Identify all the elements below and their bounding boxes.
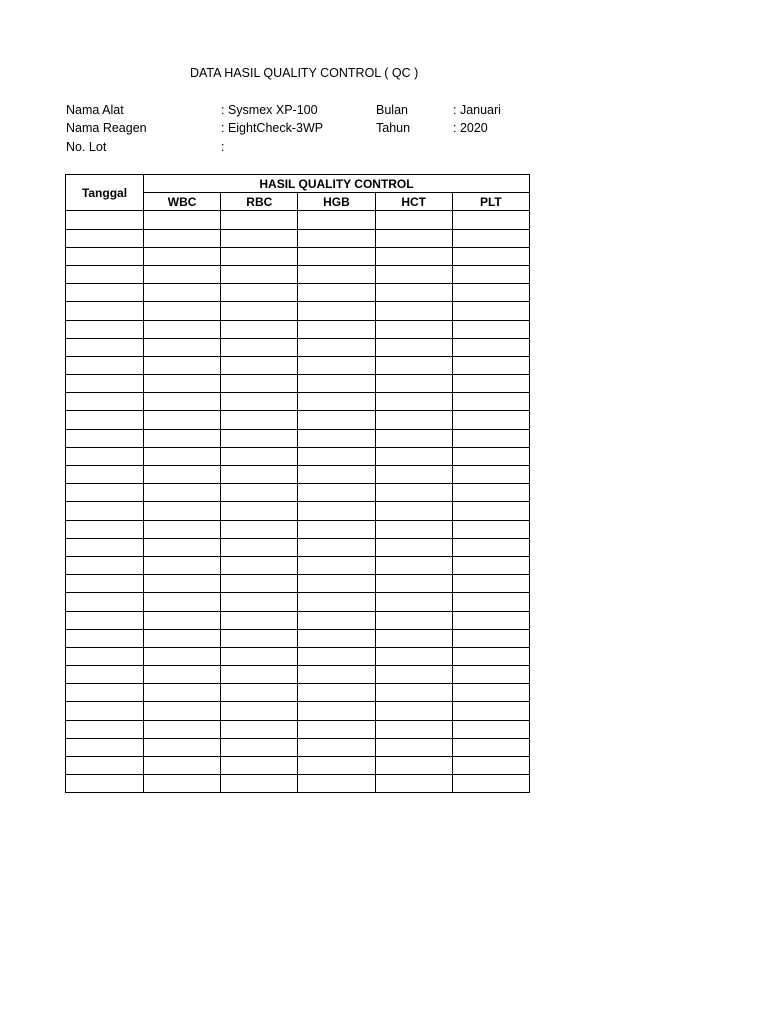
qc-value-cell [452, 375, 529, 393]
tanggal-cell [66, 775, 144, 793]
table-row [66, 338, 530, 356]
qc-value-cell [375, 393, 452, 411]
table-row [66, 684, 530, 702]
qc-value-cell [144, 720, 221, 738]
qc-value-cell [452, 775, 529, 793]
table-body [66, 211, 530, 793]
tanggal-cell [66, 466, 144, 484]
table-row [66, 393, 530, 411]
qc-value-cell [144, 447, 221, 465]
qc-value-cell [144, 247, 221, 265]
table-row [66, 411, 530, 429]
col-header-hgb: HGB [298, 193, 375, 211]
qc-value-cell [221, 738, 298, 756]
qc-value-cell [375, 338, 452, 356]
qc-value-cell [144, 211, 221, 229]
qc-value-cell [375, 684, 452, 702]
table-row [66, 556, 530, 574]
qc-value-cell [452, 302, 529, 320]
table-row [66, 629, 530, 647]
tanggal-cell [66, 338, 144, 356]
qc-value-cell [221, 575, 298, 593]
qc-value-cell [298, 229, 375, 247]
table-row [66, 757, 530, 775]
table-row [66, 538, 530, 556]
qc-value-cell [221, 429, 298, 447]
tanggal-cell [66, 284, 144, 302]
col-header-hct: HCT [375, 193, 452, 211]
qc-value-cell [452, 611, 529, 629]
qc-value-cell [144, 429, 221, 447]
qc-value-cell [452, 356, 529, 374]
qc-value-cell [375, 593, 452, 611]
qc-value-cell [298, 356, 375, 374]
qc-value-cell [452, 484, 529, 502]
qc-value-cell [144, 356, 221, 374]
qc-value-cell [375, 556, 452, 574]
qc-value-cell [375, 356, 452, 374]
tanggal-cell [66, 229, 144, 247]
qc-value-cell [144, 284, 221, 302]
qc-value-cell [221, 720, 298, 738]
table-row [66, 520, 530, 538]
qc-value-cell [221, 520, 298, 538]
table-row [66, 647, 530, 665]
qc-value-cell [375, 702, 452, 720]
qc-value-cell [452, 757, 529, 775]
qc-value-cell [144, 556, 221, 574]
qc-value-cell [298, 593, 375, 611]
qc-value-cell [221, 247, 298, 265]
tanggal-cell [66, 302, 144, 320]
qc-value-cell [298, 411, 375, 429]
qc-value-cell [144, 611, 221, 629]
qc-value-cell [452, 211, 529, 229]
tanggal-cell [66, 684, 144, 702]
table-row [66, 702, 530, 720]
tahun-value: : 2020 [453, 121, 488, 135]
qc-value-cell [144, 520, 221, 538]
tanggal-cell [66, 666, 144, 684]
qc-value-cell [221, 538, 298, 556]
table-row [66, 320, 530, 338]
col-header-rbc: RBC [221, 193, 298, 211]
qc-value-cell [298, 466, 375, 484]
qc-value-cell [144, 484, 221, 502]
table-header-row [66, 175, 530, 193]
table-row [66, 611, 530, 629]
qc-value-cell [375, 720, 452, 738]
qc-value-cell [375, 738, 452, 756]
bulan-value: : Januari [453, 103, 501, 117]
qc-value-cell [452, 320, 529, 338]
qc-value-cell [298, 393, 375, 411]
qc-value-cell [375, 466, 452, 484]
qc-value-cell [144, 320, 221, 338]
qc-value-cell [298, 647, 375, 665]
qc-value-cell [452, 629, 529, 647]
qc-value-cell [452, 575, 529, 593]
qc-value-cell [298, 338, 375, 356]
qc-value-cell [298, 502, 375, 520]
qc-value-cell [298, 702, 375, 720]
qc-value-cell [298, 611, 375, 629]
qc-value-cell [144, 502, 221, 520]
tanggal-cell [66, 393, 144, 411]
qc-value-cell [298, 556, 375, 574]
qc-value-cell [144, 411, 221, 429]
qc-value-cell [375, 302, 452, 320]
qc-value-cell [144, 647, 221, 665]
qc-value-cell [298, 575, 375, 593]
table-row [66, 302, 530, 320]
tahun-label: Tahun [376, 121, 411, 135]
nama-alat-label: Nama Alat [66, 103, 124, 117]
qc-value-cell [452, 411, 529, 429]
qc-value-cell [221, 265, 298, 283]
qc-value-cell [221, 393, 298, 411]
qc-value-cell [375, 775, 452, 793]
qc-value-cell [452, 666, 529, 684]
tanggal-cell [66, 375, 144, 393]
qc-value-cell [452, 720, 529, 738]
table-row [66, 247, 530, 265]
bulan-label: Bulan [376, 103, 408, 117]
qc-value-cell [452, 265, 529, 283]
qc-value-cell [144, 666, 221, 684]
tanggal-cell [66, 520, 144, 538]
qc-value-cell [375, 484, 452, 502]
qc-value-cell [221, 647, 298, 665]
qc-value-cell [221, 302, 298, 320]
qc-value-cell [375, 411, 452, 429]
qc-value-cell [221, 320, 298, 338]
qc-value-cell [452, 684, 529, 702]
qc-value-cell [221, 338, 298, 356]
table-row [66, 447, 530, 465]
no-lot-value: : [221, 140, 225, 154]
qc-value-cell [221, 447, 298, 465]
tanggal-cell [66, 593, 144, 611]
tanggal-cell [66, 575, 144, 593]
tanggal-cell [66, 447, 144, 465]
qc-value-cell [298, 484, 375, 502]
table-row [66, 429, 530, 447]
no-lot-label: No. Lot [66, 140, 107, 154]
qc-value-cell [221, 702, 298, 720]
qc-value-cell [452, 738, 529, 756]
qc-value-cell [375, 375, 452, 393]
qc-value-cell [452, 447, 529, 465]
qc-value-cell [298, 302, 375, 320]
qc-value-cell [144, 466, 221, 484]
qc-value-cell [144, 229, 221, 247]
tanggal-cell [66, 556, 144, 574]
qc-value-cell [298, 375, 375, 393]
qc-value-cell [452, 520, 529, 538]
qc-value-cell [452, 702, 529, 720]
col-header-plt: PLT [452, 193, 529, 211]
tanggal-cell [66, 356, 144, 374]
qc-value-cell [375, 265, 452, 283]
table-row [66, 738, 530, 756]
qc-value-cell [298, 447, 375, 465]
qc-value-cell [144, 375, 221, 393]
qc-value-cell [375, 429, 452, 447]
qc-value-cell [375, 757, 452, 775]
qc-value-cell [298, 666, 375, 684]
qc-value-cell [144, 302, 221, 320]
qc-value-cell [298, 775, 375, 793]
tanggal-cell [66, 411, 144, 429]
qc-value-cell [375, 575, 452, 593]
tanggal-cell [66, 247, 144, 265]
qc-value-cell [221, 666, 298, 684]
table-row [66, 466, 530, 484]
qc-value-cell [375, 211, 452, 229]
table-row [66, 775, 530, 793]
qc-table [65, 174, 530, 793]
qc-value-cell [144, 757, 221, 775]
qc-value-cell [452, 229, 529, 247]
tanggal-cell [66, 629, 144, 647]
qc-value-cell [375, 247, 452, 265]
qc-value-cell [298, 684, 375, 702]
qc-value-cell [452, 429, 529, 447]
qc-value-cell [375, 502, 452, 520]
qc-value-cell [298, 211, 375, 229]
qc-value-cell [221, 629, 298, 647]
qc-value-cell [221, 484, 298, 502]
qc-value-cell [375, 666, 452, 684]
qc-value-cell [452, 538, 529, 556]
qc-value-cell [144, 575, 221, 593]
tanggal-cell [66, 738, 144, 756]
tanggal-cell [66, 502, 144, 520]
tanggal-cell [66, 429, 144, 447]
qc-value-cell [452, 502, 529, 520]
qc-value-cell [298, 738, 375, 756]
qc-value-cell [144, 684, 221, 702]
col-header-wbc: WBC [144, 193, 221, 211]
col-header-tanggal: Tanggal [66, 175, 144, 211]
qc-value-cell [221, 502, 298, 520]
qc-value-cell [298, 720, 375, 738]
qc-value-cell [298, 757, 375, 775]
qc-value-cell [298, 538, 375, 556]
qc-value-cell [221, 411, 298, 429]
table-row [66, 229, 530, 247]
qc-value-cell [452, 338, 529, 356]
tanggal-cell [66, 647, 144, 665]
qc-value-cell [144, 265, 221, 283]
qc-value-cell [221, 684, 298, 702]
qc-value-cell [375, 229, 452, 247]
tanggal-cell [66, 757, 144, 775]
qc-value-cell [452, 284, 529, 302]
group-header-hasil-qc: HASIL QUALITY CONTROL [144, 175, 530, 193]
qc-value-cell [221, 211, 298, 229]
qc-value-cell [144, 538, 221, 556]
table-row [66, 484, 530, 502]
qc-value-cell [452, 466, 529, 484]
qc-value-cell [452, 556, 529, 574]
qc-value-cell [144, 593, 221, 611]
table-row [66, 575, 530, 593]
qc-value-cell [298, 265, 375, 283]
tanggal-cell [66, 538, 144, 556]
table-row [66, 593, 530, 611]
qc-value-cell [375, 447, 452, 465]
qc-value-cell [298, 247, 375, 265]
qc-value-cell [221, 375, 298, 393]
table-row [66, 666, 530, 684]
qc-value-cell [375, 284, 452, 302]
qc-value-cell [144, 775, 221, 793]
qc-value-cell [144, 738, 221, 756]
page-title: DATA HASIL QUALITY CONTROL ( QC ) [190, 66, 419, 80]
tanggal-cell [66, 720, 144, 738]
qc-value-cell [221, 757, 298, 775]
tanggal-cell [66, 265, 144, 283]
qc-value-cell [298, 429, 375, 447]
qc-value-cell [452, 393, 529, 411]
tanggal-cell [66, 320, 144, 338]
nama-reagen-value: : EightCheck-3WP [221, 121, 324, 135]
tanggal-cell [66, 211, 144, 229]
table-row [66, 211, 530, 229]
qc-value-cell [221, 229, 298, 247]
table-row [66, 356, 530, 374]
table-row [66, 375, 530, 393]
tanggal-cell [66, 702, 144, 720]
nama-alat-value: : Sysmex XP-100 [221, 103, 318, 117]
nama-reagen-label: Nama Reagen [66, 121, 147, 135]
qc-value-cell [375, 629, 452, 647]
qc-value-cell [452, 647, 529, 665]
qc-value-cell [375, 538, 452, 556]
qc-value-cell [221, 593, 298, 611]
qc-value-cell [375, 320, 452, 338]
qc-value-cell [221, 556, 298, 574]
table-row [66, 720, 530, 738]
qc-value-cell [221, 284, 298, 302]
qc-value-cell [298, 629, 375, 647]
qc-value-cell [375, 611, 452, 629]
table-row [66, 265, 530, 283]
qc-value-cell [221, 611, 298, 629]
qc-value-cell [144, 629, 221, 647]
qc-value-cell [144, 338, 221, 356]
table-row [66, 502, 530, 520]
qc-value-cell [452, 593, 529, 611]
qc-value-cell [221, 775, 298, 793]
qc-value-cell [298, 520, 375, 538]
qc-value-cell [452, 247, 529, 265]
qc-value-cell [221, 466, 298, 484]
qc-value-cell [144, 393, 221, 411]
qc-value-cell [298, 284, 375, 302]
table-row [66, 284, 530, 302]
qc-value-cell [375, 520, 452, 538]
tanggal-cell [66, 611, 144, 629]
qc-value-cell [144, 702, 221, 720]
tanggal-cell [66, 484, 144, 502]
qc-value-cell [375, 647, 452, 665]
qc-value-cell [298, 320, 375, 338]
qc-value-cell [221, 356, 298, 374]
